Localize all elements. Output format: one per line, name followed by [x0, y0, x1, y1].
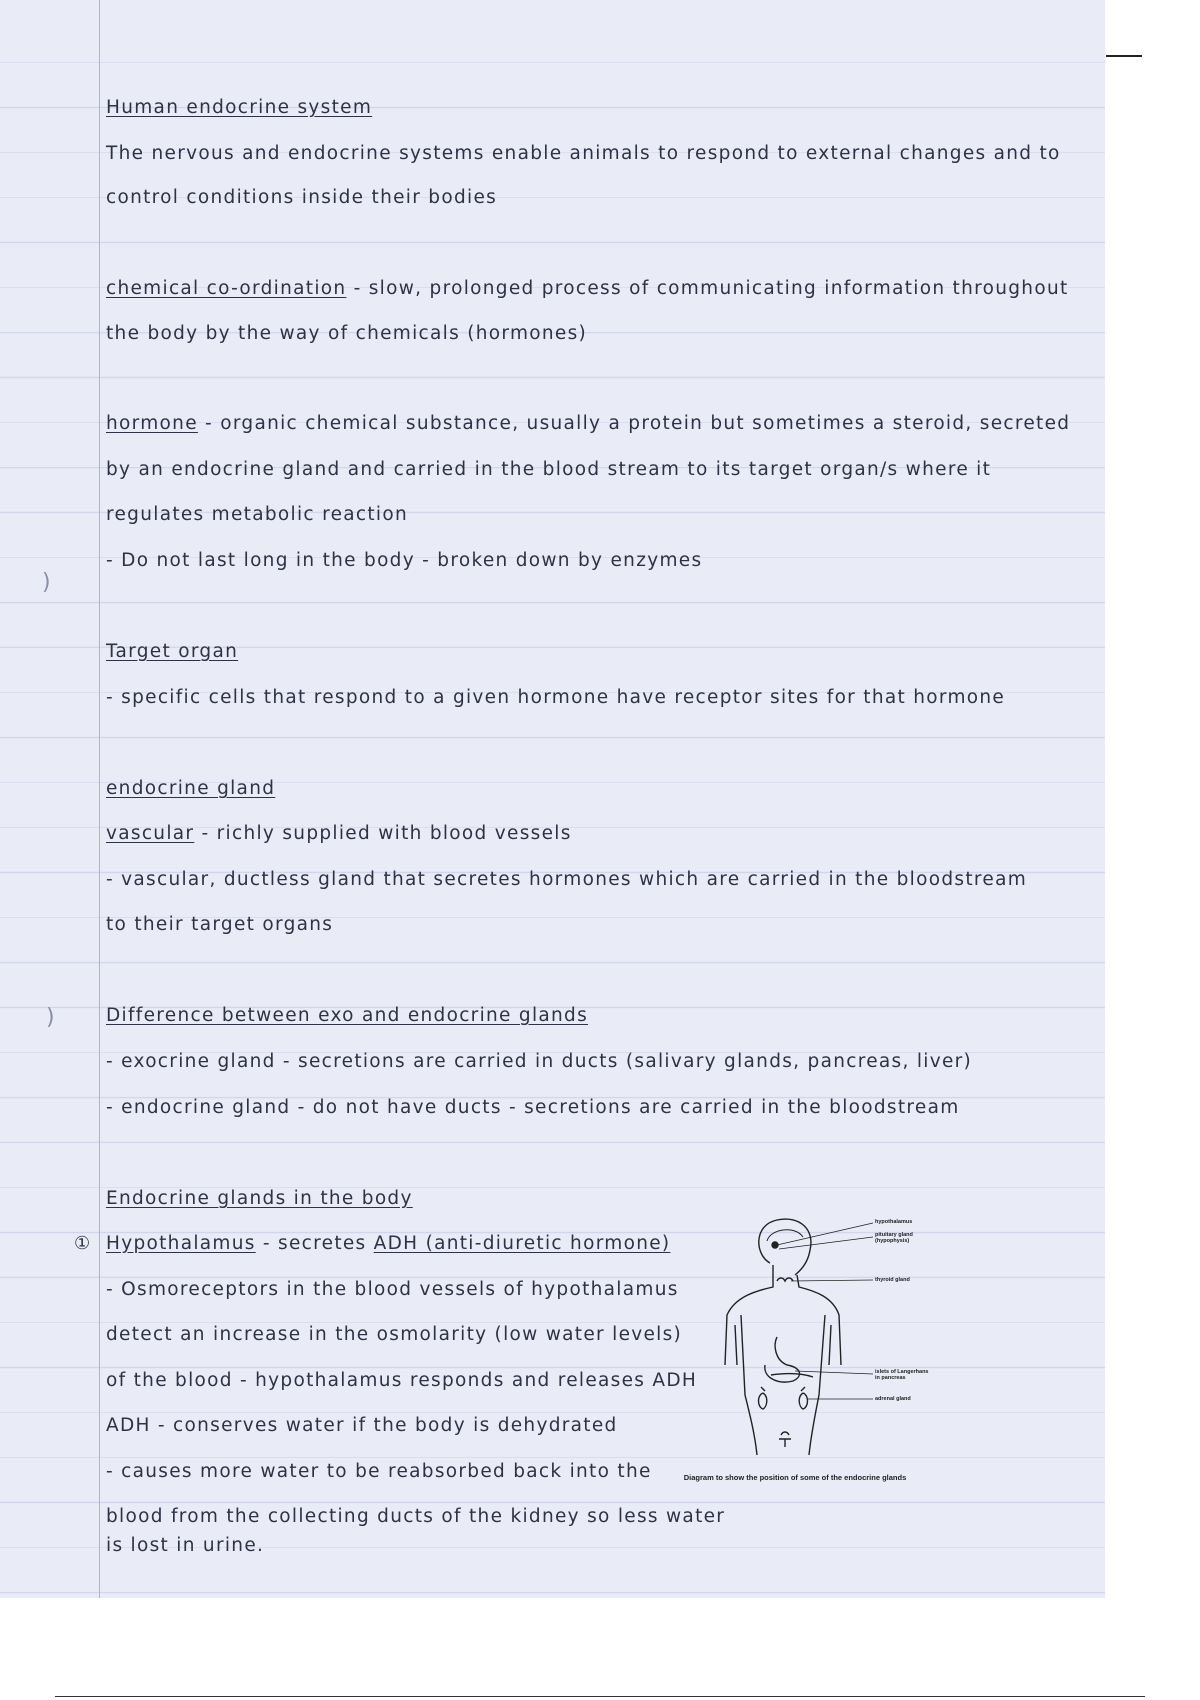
note-line: blood from the collecting ducts of the kidney so less water: [106, 1506, 726, 1527]
punch-hole-mark: ): [46, 1005, 55, 1030]
term-chemical-coordination: chemical co-ordination: [106, 278, 347, 299]
heading-human-endocrine-system: Human endocrine system: [106, 97, 373, 118]
note-line: - endocrine gland - do not have ducts - secretions are carried in the bloodstream: [106, 1097, 960, 1118]
label-hypothalamus: hypothalamus: [875, 1219, 913, 1225]
note-line: of the blood - hypothalamus responds and releases ADH: [106, 1370, 698, 1391]
note-line: detect an increase in the osmolarity (low water levels): [106, 1324, 683, 1345]
note-line: - vascular, ductless gland that secretes hormones which are carried in the bloodstream: [106, 869, 1028, 890]
label-thyroid-gland: thyroid gland: [875, 1277, 910, 1283]
heading-endocrine-gland: endocrine gland: [106, 778, 276, 799]
diagram-caption: Diagram to show the position of some of the endocrine glands: [683, 1473, 907, 1482]
definition-text: - richly supplied with blood vessels: [194, 823, 572, 844]
item-number: ①: [74, 1233, 91, 1254]
note-line: to their target organs: [106, 914, 334, 935]
label-islets-of-langerhans: islets of Langerhans in pancreas: [875, 1369, 929, 1381]
note-line: by an endocrine gland and carried in the blood stream to its target organ/s where it: [106, 459, 992, 480]
label-adrenal-gland: adrenal gland: [875, 1396, 911, 1402]
term-hormone: hormone: [106, 413, 198, 434]
heading-target-organ: Target organ: [106, 641, 239, 662]
note-line: - Do not last long in the body - broken down by enzymes: [106, 550, 703, 571]
definition-text: - secretes: [255, 1233, 374, 1254]
note-line: the body by the way of chemicals (hormones): [106, 323, 588, 344]
note-line-chemical-coordination: [106, 278, 1069, 299]
edge-mark: [1106, 55, 1142, 57]
note-line: - causes more water to be reabsorbed back into the: [106, 1461, 652, 1482]
punch-hole-mark: ): [42, 570, 51, 595]
note-line: regulates metabolic reaction: [106, 504, 408, 525]
body-outline-figure: [715, 1215, 930, 1475]
note-line-vascular: [106, 823, 572, 844]
note-line: - specific cells that respond to a given hormone have receptor sites for that hormone: [106, 687, 1006, 708]
heading-exo-vs-endocrine: Difference between exo and endocrine glands: [106, 1005, 589, 1026]
definition-text: - organic chemical substance, usually a protein but sometimes a steroid, secreted: [197, 413, 1071, 434]
note-line: - Osmoreceptors in the blood vessels of hypothalamus: [106, 1279, 679, 1300]
note-line-hypothalamus: [106, 1233, 670, 1254]
note-line: The nervous and endocrine systems enable animals to respond to external changes and to: [106, 143, 1061, 164]
note-line: - exocrine gland - secretions are carried in ducts (salivary glands, pancreas, liver): [106, 1051, 973, 1072]
definition-text: - slow, prolonged process of communicating information throughout: [346, 278, 1069, 299]
bottom-rule: [55, 1696, 1145, 1697]
note-line: is lost in urine.: [106, 1535, 265, 1556]
note-line-hormone: [106, 413, 1070, 434]
endocrine-glands-diagram: [683, 1215, 930, 1505]
term-vascular: vascular: [106, 823, 195, 844]
heading-endocrine-glands-in-body: Endocrine glands in the body: [106, 1188, 413, 1209]
margin-line: [99, 0, 100, 1598]
term-hypothalamus: Hypothalamus: [106, 1233, 256, 1254]
note-line: ADH - conserves water if the body is dehydrated: [106, 1415, 618, 1436]
note-line: control conditions inside their bodies: [106, 187, 498, 208]
label-pituitary-gland: pituitary gland (hypophysis): [875, 1232, 913, 1244]
term-adh: ADH (anti-diuretic hormone): [373, 1233, 671, 1254]
